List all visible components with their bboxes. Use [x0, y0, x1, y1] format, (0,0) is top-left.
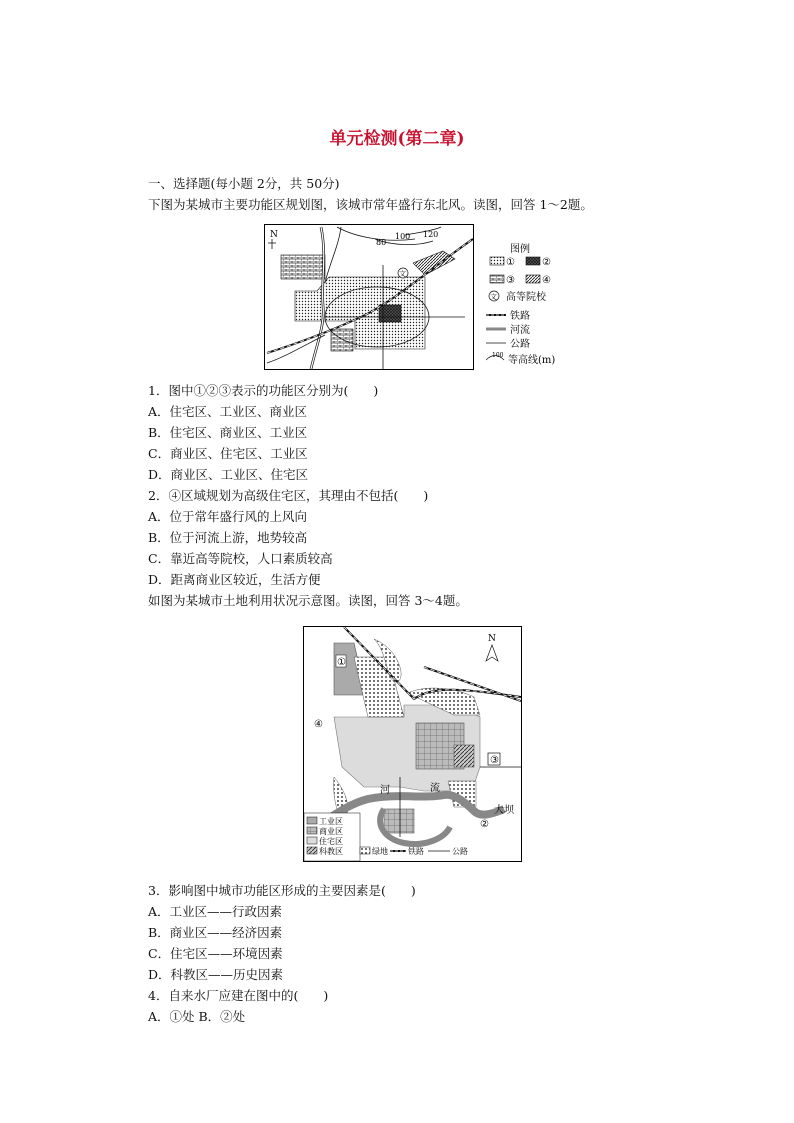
intro-q1-2: 下图为某城市主要功能区规划图，该城市常年盛行东北风。读图，回答 1～2题。 [148, 197, 593, 212]
legend-river-label: 河流 [510, 325, 530, 336]
contour-label-100: 100 [395, 232, 411, 241]
map-2-drawing [304, 627, 521, 861]
q2-option-c[interactable]: C．靠近高等院校，人口素质较高 [148, 551, 333, 566]
contour-label-120: 120 [423, 230, 439, 239]
legend-school-label: 高等院校 [506, 292, 546, 303]
q1-option-a[interactable]: A．住宅区、工业区、商业区 [148, 404, 308, 419]
map1-north-label: N [270, 230, 278, 240]
map-2-land-use [303, 626, 522, 862]
map2-label-2: ② [480, 819, 489, 830]
legend-swatch-commercial [307, 827, 317, 834]
legend-contour-value: 100 [492, 352, 504, 359]
q4-stem: 4．自来水厂应建在图中的( ) [148, 988, 329, 1003]
legend-swatch-2 [526, 257, 540, 265]
section-heading: 一、选择题(每小题 2分，共 50分) [148, 176, 340, 191]
map2-label-3: ③ [490, 755, 499, 766]
school-symbol: 文 [399, 270, 406, 278]
legend-railway-label: 铁路 [510, 311, 530, 322]
legend-label-railway: 铁路 [408, 847, 424, 856]
zone-4 [413, 251, 455, 275]
legend-label-road: 公路 [452, 847, 468, 856]
legend-swatch-3 [490, 275, 504, 283]
legend-title: 图例 [510, 244, 530, 255]
legend-label-residential: 住宅区 [319, 837, 343, 846]
legend-swatch-1 [490, 257, 504, 265]
q2-option-b[interactable]: B．位于河流上游，地势较高 [148, 530, 308, 545]
q3-option-c[interactable]: C．住宅区——环境因素 [148, 946, 283, 961]
zone-industrial-south [331, 329, 353, 351]
zone-commercial [379, 305, 401, 322]
map2-dam-label: 大坝 [494, 805, 514, 816]
legend-label-4: ④ [542, 275, 551, 286]
page-title: 单元检测(第二章) [329, 129, 465, 149]
intro-q3-4: 如图为某城市土地利用状况示意图。读图，回答 3～4题。 [148, 593, 468, 608]
legend-school-symbol: 文 [490, 293, 497, 301]
contour-label-80: 80 [376, 238, 387, 247]
q3-option-a[interactable]: A．工业区——行政因素 [148, 904, 283, 919]
legend-label-2: ② [542, 257, 551, 268]
legend-swatch-4 [526, 275, 540, 283]
q4-options[interactable]: A．①处 B．②处 [148, 1009, 246, 1024]
legend-swatch-industrial [307, 817, 317, 824]
legend-swatch-green [360, 847, 370, 854]
q2-stem: 2．④区域规划为高级住宅区，其理由不包括( ) [148, 488, 429, 503]
legend-swatch-residential [307, 837, 317, 844]
legend-contour-label: 等高线(m) [508, 355, 556, 366]
zone-education [454, 745, 474, 767]
map-1-drawing [265, 225, 473, 369]
q3-option-d[interactable]: D．科教区——历史因素 [148, 967, 284, 982]
q1-option-b[interactable]: B．住宅区、商业区、工业区 [148, 425, 308, 440]
map2-north-label: N [488, 634, 496, 644]
map2-label-4: ④ [314, 719, 323, 730]
q1-stem: 1．图中①②③表示的功能区分别为( ) [148, 383, 379, 398]
map2-river-char-2: 流 [430, 783, 440, 794]
legend-label-1: ① [506, 257, 515, 268]
legend-label-3: ③ [506, 275, 515, 286]
map-1-functional-zones [264, 224, 474, 370]
legend-road-label: 公路 [510, 339, 530, 350]
q1-option-c[interactable]: C．商业区、住宅区、工业区 [148, 446, 308, 461]
zone-industrial-west [281, 255, 325, 279]
map2-label-1: ① [337, 657, 346, 668]
q2-option-a[interactable]: A．位于常年盛行风的上风向 [148, 509, 308, 524]
map-1-legend [484, 238, 584, 370]
road [325, 227, 341, 283]
zone-residential [295, 277, 425, 349]
q1-option-d[interactable]: D．商业区、工业区、住宅区 [148, 467, 309, 482]
map-1-legend-drawing [484, 238, 584, 370]
north-arrow-icon [486, 645, 498, 661]
legend-swatch-education [307, 847, 317, 854]
q3-option-b[interactable]: B．商业区——经济因素 [148, 925, 283, 940]
legend-label-industrial: 工业区 [319, 817, 343, 826]
map2-river-char-1: 河 [380, 785, 390, 796]
zone-commercial-south [384, 809, 414, 833]
legend-label-education: 科教区 [319, 847, 343, 856]
legend-label-green: 绿地 [372, 847, 388, 856]
north-arrow-icon [268, 239, 276, 249]
q2-option-d[interactable]: D．距离商业区较近，生活方便 [148, 572, 321, 587]
legend-label-commercial: 商业区 [319, 827, 343, 836]
q3-stem: 3．影响图中城市功能区形成的主要因素是( ) [148, 883, 416, 898]
